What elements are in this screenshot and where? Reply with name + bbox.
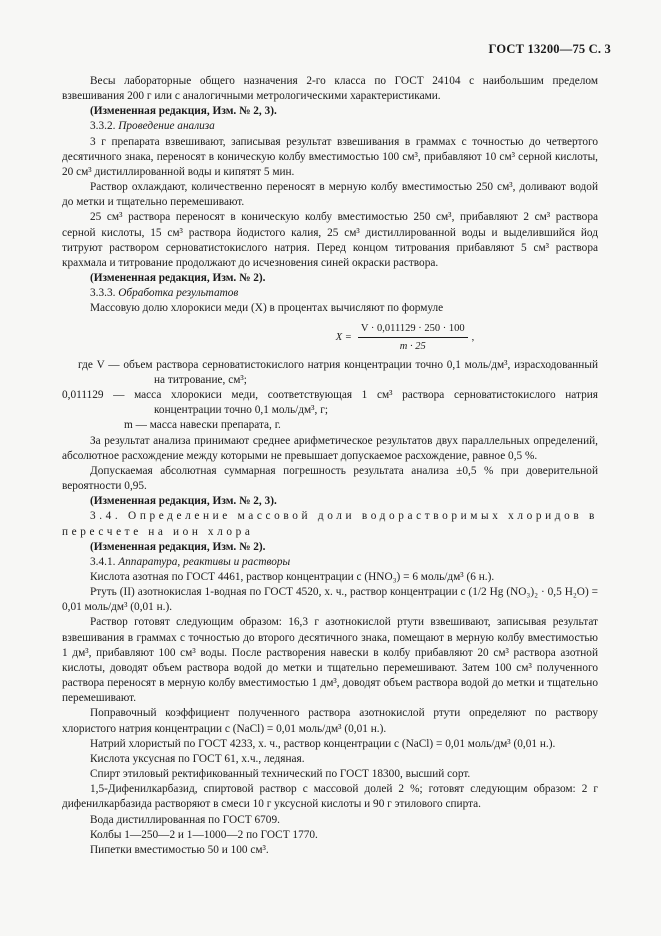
paragraph: 3 г препарата взвешивают, записывая результат взвешивания в граммах с точностью до четвертого десятичного знака, переносят в коническую колбу вместимостью 100 см³, прибавляют 10 см³ серной кислоты, 20 см³ дистиллированной воды и кипятят 5 мин. — [62, 135, 598, 178]
paragraph: Пипетки вместимостью 50 и 100 см³. — [90, 843, 269, 856]
edition-note: (Измененная редакция, Изм. № 2, 3). — [90, 105, 277, 118]
section-number: 3.4.1. — [90, 555, 116, 568]
section-title: Аппаратура, реактивы и растворы — [118, 555, 291, 568]
paragraph: Поправочный коэффициент полученного раствора азотнокислой ртути определяют по раствору хлористого натрия концентрации c (NaCl) = 0,01 моль/дм³ (0,01 н.). — [62, 707, 598, 735]
section-heading — [62, 119, 598, 134]
paragraph: Допускаемая абсолютная суммарная погрешность результата анализа ±0,5 % при доверительной вероятности 0,95. — [62, 464, 598, 493]
paragraph: Спирт этиловый ректификованный технический по ГОСТ 18300, высший сорт. — [90, 768, 471, 781]
section-title: Проведение анализа — [118, 120, 215, 133]
formula-denominator: m · 25 — [399, 340, 426, 352]
section-title: Обработка результатов — [118, 287, 239, 300]
section-heading — [62, 555, 598, 570]
formula-tail: , — [471, 331, 475, 343]
edition-note: (Измененная редакция, Изм. № 2). — [90, 272, 266, 285]
section-number: 3.3.2. — [90, 120, 116, 133]
document-body — [62, 74, 598, 858]
paragraph: За результат анализа принимают среднее арифметическое результатов двух параллельных определений, абсолютное расхождение между которыми не превышает допускаемое расхождение, равное 0,5 %. — [62, 434, 598, 462]
paragraph: 25 см³ раствора переносят в коническую колбу вместимостью 250 см³, прибавляют 2 см³ раствора серной кислоты, 15 см³ раствора йодистого калия, 25 см³ дистиллированной воды и выделившийся йод титруют раствором серноватистокислого натрия. Перед концом титрования прибавляют 5 см³ раствора крахмала и титрование продолжают до исчезновения синей окраски раствора. — [62, 211, 598, 269]
paragraph: Кислота азотная по ГОСТ 4461, раствор концентрации c (HNO₃) = 6 моль/дм³ (6 н.). — [90, 571, 495, 583]
paragraph: Раствор охлаждают, количественно переносят в мерную колбу вместимостью 250 см³, доливают водой до метки и тщательно перемешивают. — [62, 181, 598, 209]
paragraph: Вода дистиллированная по ГОСТ 6709. — [90, 813, 280, 826]
paragraph: Весы лабораторные общего назначения 2-го класса по ГОСТ 24104 с наибольшим пределом взвешивания 200 г или с аналогичными метрологическими характеристиками. — [62, 75, 598, 103]
paragraph: Раствор готовят следующим образом: 16,3 г азотнокислой ртути взвешивают, записывая результат взвешивания в граммах с точностью до второго десятичного знака, помещают в мерную колбу вместимостью 1 дм³, прибавляют 100 см³ воды. После растворения навески в колбу прибавляют 20 см³ раствора азотной кислоты, доводят объем раствора водой до метки и тщательно перемешивают. Затем 100 см³ полученного раствора переносят в мерную колбу вместимостью 1 дм³, доводят объем раствора водой до метки и тщательно перемешивают. — [62, 616, 598, 705]
section-number: 3.3.3. — [90, 287, 116, 300]
paragraph: Натрий хлористый по ГОСТ 4233, х. ч., раствор концентрации c (NaCl) = 0,01 моль/дм³ (0,01 н.). — [90, 737, 556, 750]
formula-numerator: V · 0,011129 · 250 · 100 — [358, 321, 468, 338]
section-heading — [62, 286, 598, 301]
paragraph: 1,5-Дифенилкарбазид, спиртовой раствор с массовой долей 2 %; готовят следующим образом: 2 г дифенилкарбазида растворяют в смеси 10 г уксусной кислоты и 90 г этилового спирта. — [62, 783, 598, 811]
paragraph: Кислота уксусная по ГОСТ 61, х.ч., ледяная. — [90, 752, 305, 765]
edition-note: (Измененная редакция, Изм. № 2). — [90, 540, 266, 553]
formula — [212, 321, 598, 354]
formula-lhs: X = — [335, 331, 352, 343]
page-header: ГОСТ 13200—75 С. 3 — [488, 42, 611, 56]
where-item: 0,011129 — масса хлорокиси меди, соответствующая 1 см³ раствора серноватистокислого натрия концентрации точно 0,1 моль/дм³, г; — [62, 389, 598, 417]
edition-note: (Измененная редакция, Изм. № 2, 3). — [90, 495, 277, 508]
formula-fraction — [358, 321, 468, 354]
paragraph: Колбы 1—250—2 и 1—1000—2 по ГОСТ 1770. — [90, 828, 318, 841]
paragraph: Массовую долю хлорокиси меди (X) в процентах вычисляют по формуле — [90, 302, 444, 315]
where-item: m — масса навески препарата, г. — [124, 419, 281, 432]
paragraph: Ртуть (II) азотнокислая 1-водная по ГОСТ 4520, х. ч., раствор концентрации c (1/2 Hg (NO₃)₂ · 0,5 H₂O) = 0,01 моль/дм³ (0,01 н.). — [62, 586, 598, 614]
section-heading: 3.4. Определение массовой доли водорастворимых хлоридов в пересчете на ион хлора — [62, 510, 598, 538]
where-item: где V — объем раствора серноватистокислого натрия концентрации точно 0,1 моль/дм³, израсходованный на титрование, см³; — [78, 358, 598, 386]
